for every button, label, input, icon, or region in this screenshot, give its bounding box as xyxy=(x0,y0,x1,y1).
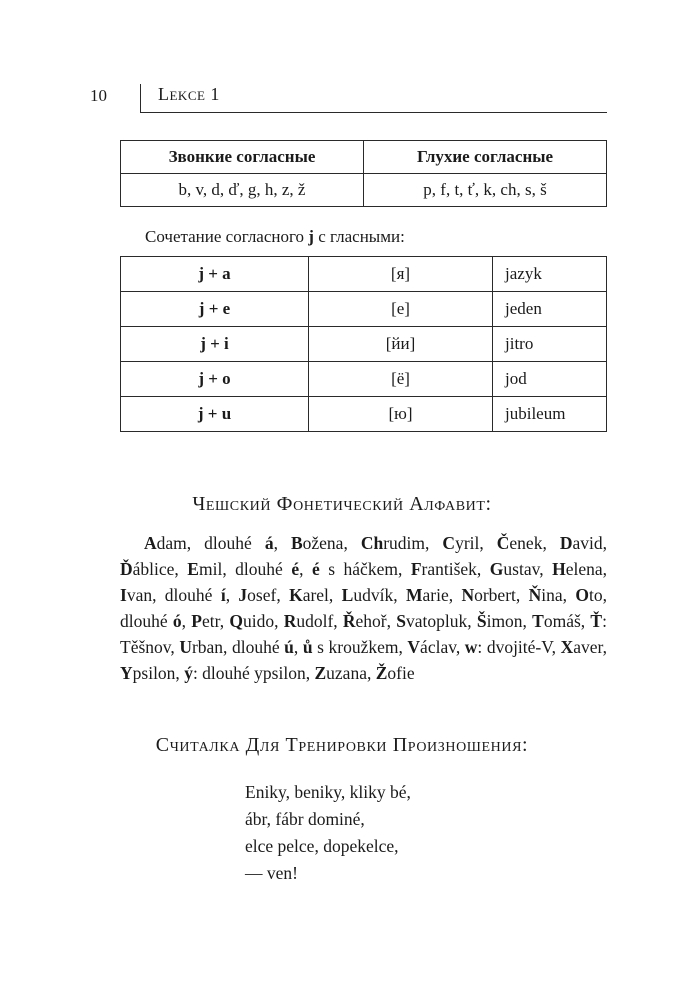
transcription-cell: [йи] xyxy=(309,327,493,362)
table-row xyxy=(121,257,607,292)
table-row xyxy=(121,327,607,362)
rhyme-heading: Считалка Для Тренировки Произношения: xyxy=(155,734,529,756)
header-rule xyxy=(140,84,607,113)
voiced-consonants-cell: b, v, d, ď, g, h, z, ž xyxy=(121,174,364,207)
voiced-consonants-header: Звонкие согласные xyxy=(121,141,364,174)
combo-cell: j + i xyxy=(121,327,309,362)
poem-line: — ven! xyxy=(245,863,298,883)
page-number: 10 xyxy=(90,86,107,105)
table-row xyxy=(121,397,607,432)
combo-cell: j + u xyxy=(121,397,309,432)
voiceless-consonants-cell: p, f, t, ť, k, ch, s, š xyxy=(364,174,607,207)
voiceless-consonants-header: Глухие согласные xyxy=(364,141,607,174)
consonants-table xyxy=(120,140,607,207)
combinations-intro: Сочетание согласного j с гласными: xyxy=(145,227,405,246)
combo-cell: j + a xyxy=(121,257,309,292)
combinations-table xyxy=(120,256,607,432)
page-header xyxy=(90,84,607,113)
table-row xyxy=(121,141,607,174)
lesson-title: Lekce 1 xyxy=(158,84,220,104)
example-cell: jeden xyxy=(493,292,607,327)
transcription-cell: [я] xyxy=(309,257,493,292)
alphabet-paragraph: Adam, dlouhé á, Božena, Chrudim, Cyril, Čenek, David, Ďáblice, Emil, dlouhé é, é s háčkem, František, Gustav, Helena, Ivan, dlouhé í, Josef, Karel, Ludvík, Marie, Norbert, Ňina, Oto, dlouhé ó, Petr, Quido, Rudolf, Řehoř, Svatopluk, Šimon, Tomáš, Ť: Těšnov, Urban, dlouhé ú, ů s kroužkem, Václav, w: dvojité-V, Xaver, Ypsilon, ý: dlouhé ypsilon, Zuzana, Žofie xyxy=(120,533,608,683)
table-row xyxy=(121,362,607,397)
transcription-cell: [ю] xyxy=(309,397,493,432)
example-cell: jazyk xyxy=(493,257,607,292)
poem-line: ábr, fábr dominé, xyxy=(245,809,365,829)
example-cell: jod xyxy=(493,362,607,397)
poem-line: elce pelce, dopekelce, xyxy=(245,836,399,856)
table-row xyxy=(121,174,607,207)
combo-cell: j + e xyxy=(121,292,309,327)
example-cell: jitro xyxy=(493,327,607,362)
combo-cell: j + o xyxy=(121,362,309,397)
table-row xyxy=(121,292,607,327)
poem-line: Eniky, beniky, kliky bé, xyxy=(245,782,411,802)
rhyme-poem xyxy=(245,779,411,887)
transcription-cell: [ё] xyxy=(309,362,493,397)
alphabet-heading: Чешский Фонетический Алфавит: xyxy=(192,493,492,515)
transcription-cell: [е] xyxy=(309,292,493,327)
example-cell: jubileum xyxy=(493,397,607,432)
